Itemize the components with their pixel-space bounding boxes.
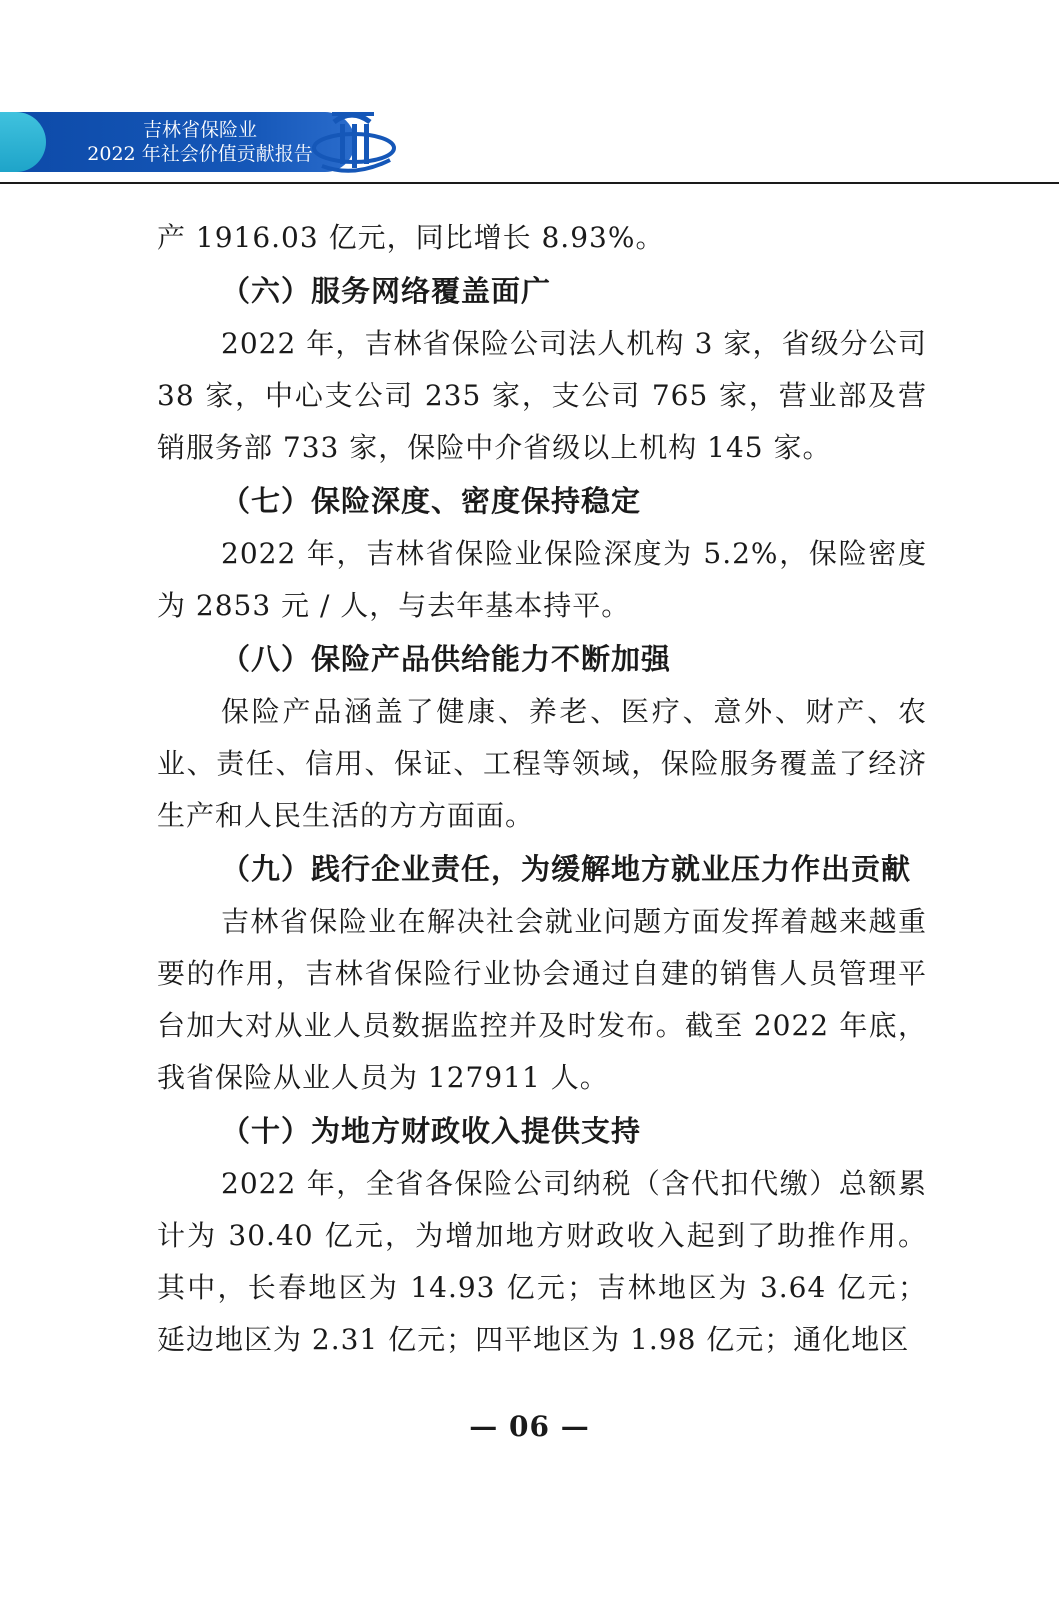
- header-title: [50, 118, 350, 166]
- paragraph-continued: 产 1916.03 亿元，同比增长 8.93%。: [157, 221, 665, 254]
- section-heading-7: （七）保险深度、密度保持稳定: [221, 484, 642, 518]
- jilin-insurance-logo-icon: [312, 100, 412, 180]
- section-heading-8: （八）保险产品供给能力不断加强: [221, 642, 672, 676]
- paragraph-10: 2022 年，全省各保险公司纳税（含代扣代缴）总额累计为 30.40 亿元，为增加地方财政收入起到了助推作用。其中，长春地区为 14.93 亿元；吉林地区为 3.64 亿元；延边地区为 2.31 亿元；四平地区为 1.98 亿元；通化地区: [157, 1167, 927, 1356]
- paragraph-6: 2022 年，吉林省保险公司法人机构 3 家，省级分公司 38 家，中心支公司 235 家，支公司 765 家，营业部及营销服务部 733 家，保险中介省级以上机构 145 家。: [157, 327, 927, 464]
- paragraph-7: 2022 年，吉林省保险业保险深度为 5.2%，保险密度为 2853 元 / 人，与去年基本持平。: [157, 537, 927, 622]
- section-heading-6: （六）服务网络覆盖面广: [221, 274, 552, 308]
- header-title-line2: 2022 年社会价值贡献报告: [87, 143, 313, 165]
- header-title-line1: 吉林省保险业: [142, 119, 257, 141]
- page-header: [0, 100, 1059, 190]
- document-body: [157, 212, 927, 1366]
- header-rule: [0, 182, 1059, 184]
- page-number: — 06 —: [469, 1410, 590, 1443]
- section-heading-9: （九）践行企业责任，为缓解地方就业压力作出贡献: [221, 852, 912, 886]
- paragraph-9: 吉林省保险业在解决社会就业问题方面发挥着越来越重要的作用，吉林省保险行业协会通过自建的销售人员管理平台加大对从业人员数据监控并及时发布。截至 2022 年底，我省保险从业人员为 127911 人。: [157, 905, 927, 1094]
- section-heading-10: （十）为地方财政收入提供支持: [221, 1114, 642, 1148]
- paragraph-8: 保险产品涵盖了健康、养老、医疗、意外、财产、农业、责任、信用、保证、工程等领域，保险服务覆盖了经济生产和人民生活的方方面面。: [157, 695, 927, 832]
